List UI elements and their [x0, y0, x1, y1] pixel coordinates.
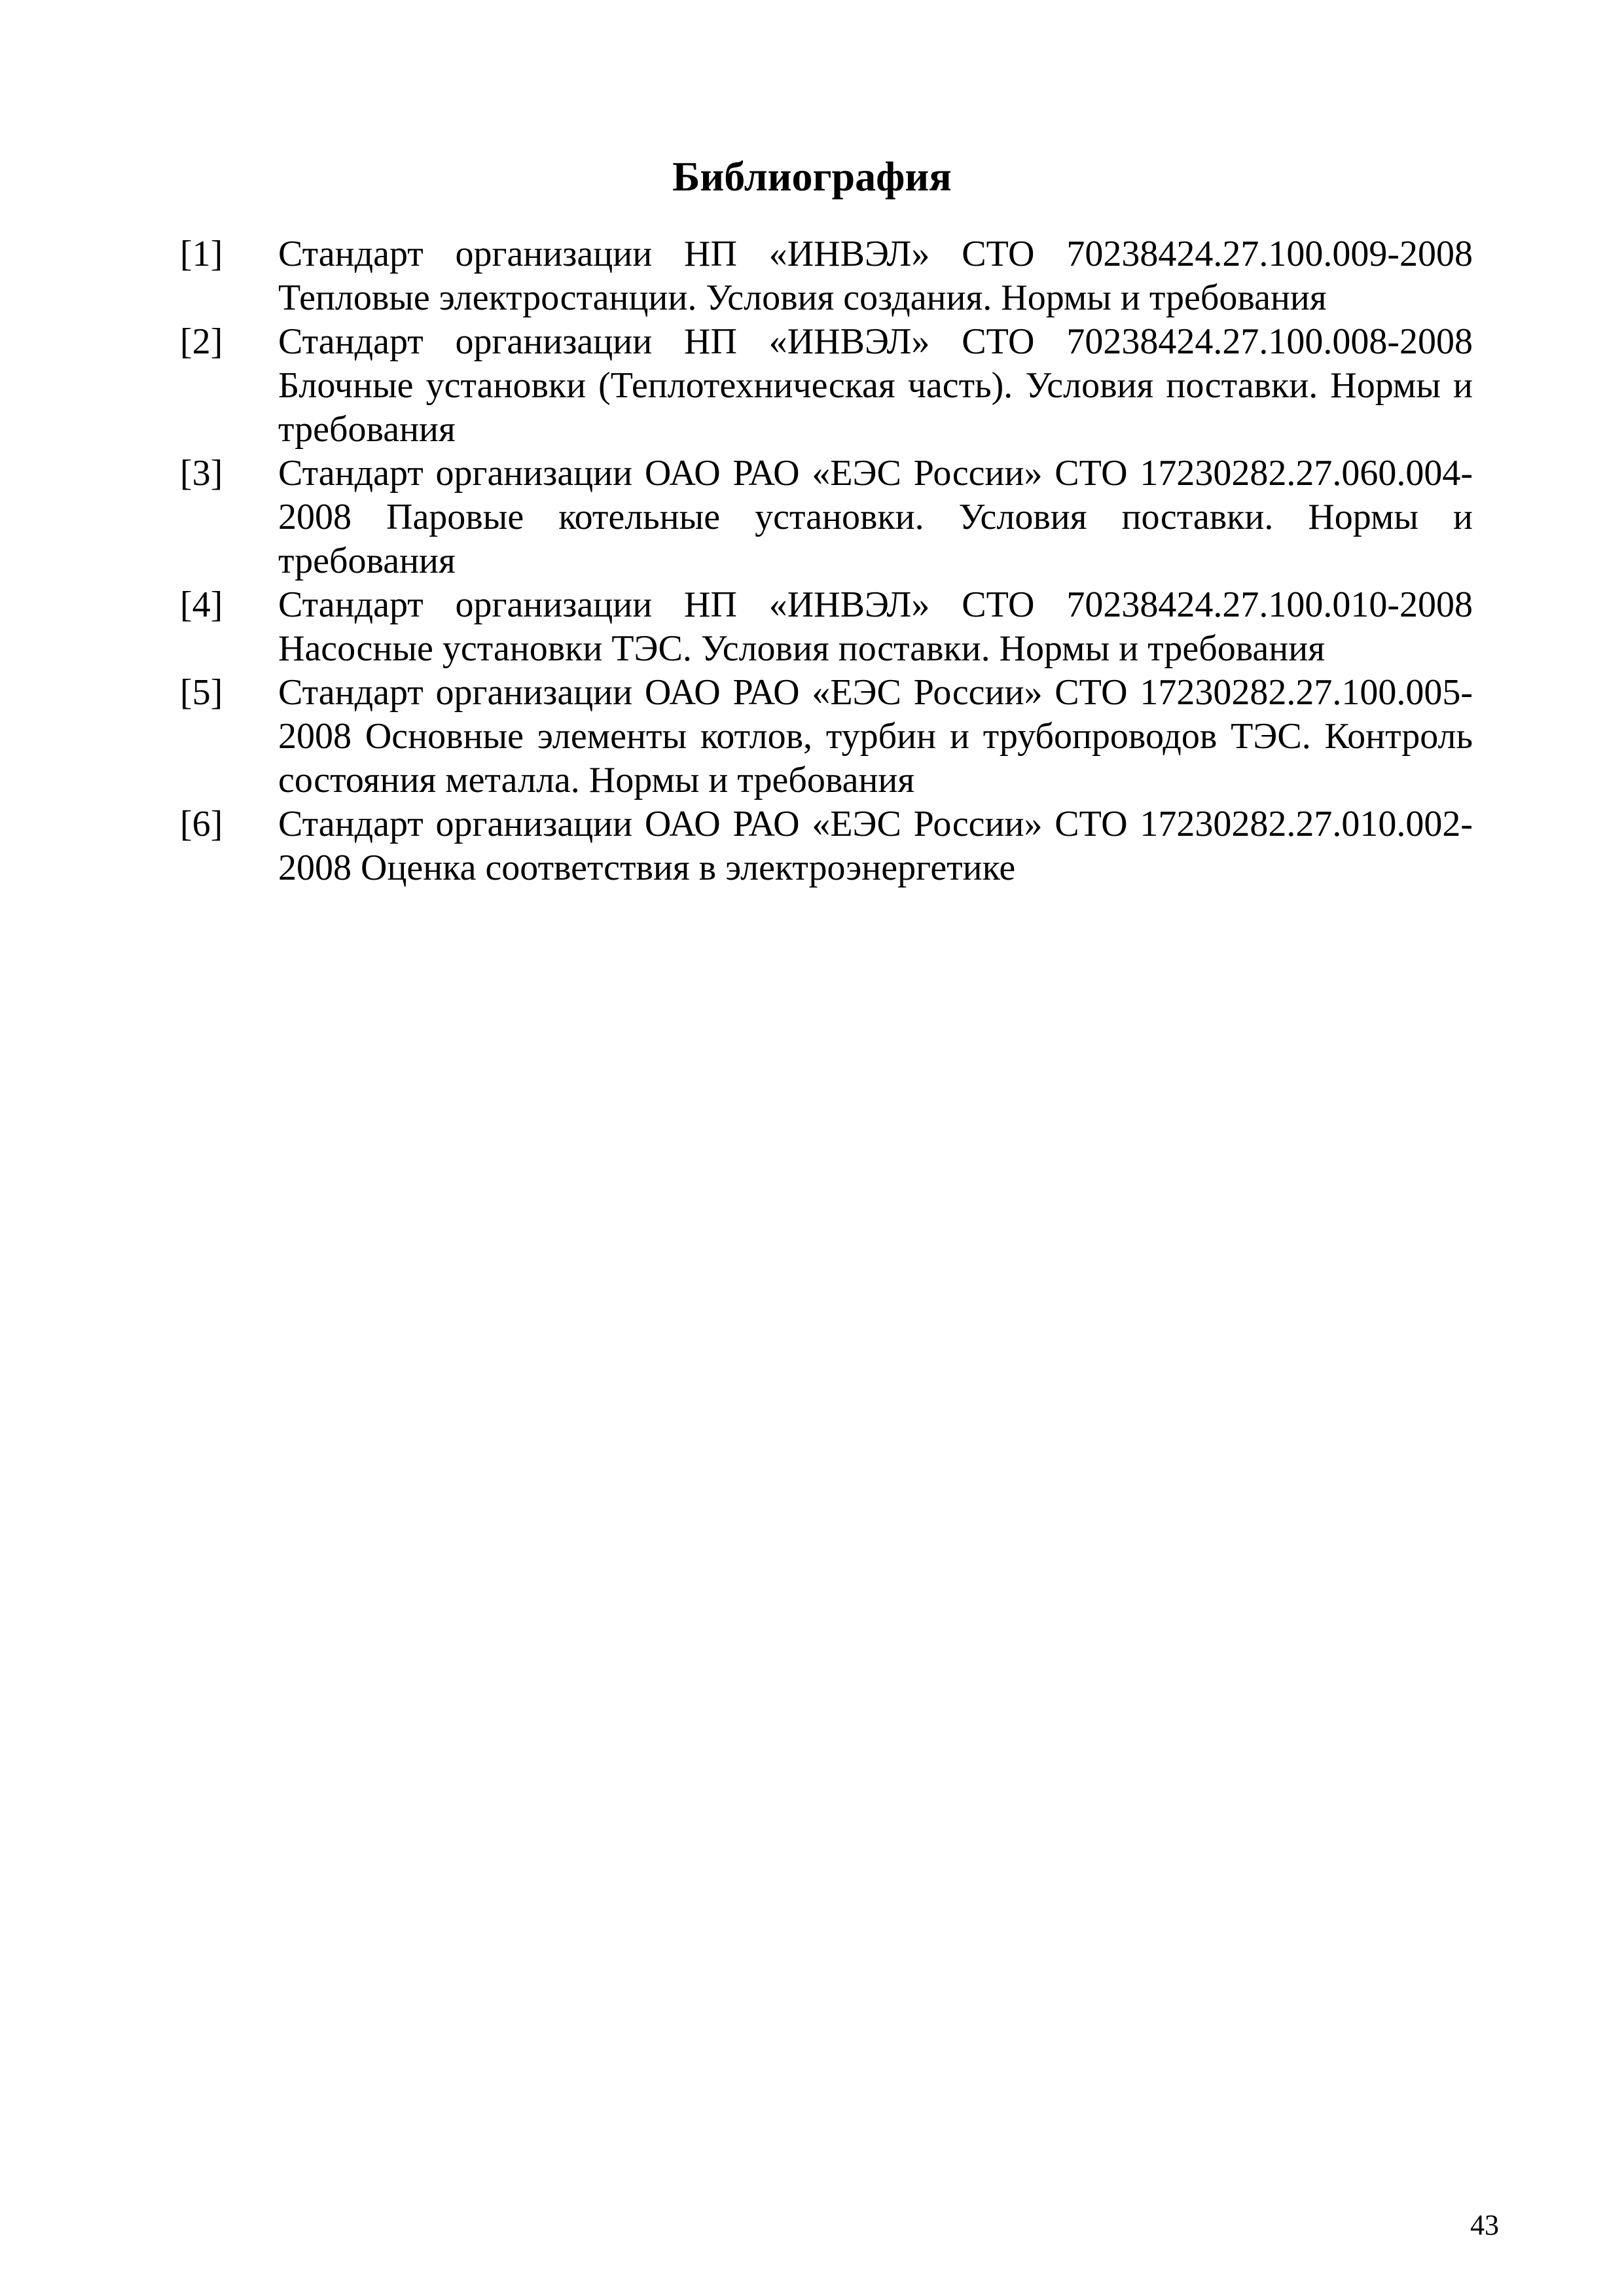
reference-number: [6] — [180, 804, 223, 844]
page-number: 43 — [1470, 2209, 1499, 2241]
reference-text: Стандарт организации НП «ИНВЭЛ» СТО 70238424.27.100.010-2008 Насосные установки ТЭС. Условия поставки. Нормы и требования — [278, 584, 1473, 669]
reference-text: Стандарт организации ОАО РАО «ЕЭС России» СТО 17230282.27.100.005-2008 Основные элементы котлов, турбин и трубопроводов ТЭС. Контроль состояния металла. Нормы и требования — [278, 672, 1473, 800]
reference-text: Стандарт организации ОАО РАО «ЕЭС России» СТО 17230282.27.060.004-2008 Паровые котельные установки. Условия поставки. Нормы и требования — [278, 453, 1473, 581]
reference-number: [5] — [180, 672, 223, 713]
reference-item — [180, 320, 1473, 452]
reference-item — [180, 583, 1473, 671]
reference-text: Стандарт организации ОАО РАО «ЕЭС России» СТО 17230282.27.010.002-2008 Оценка соответствия в электроэнергетике — [278, 804, 1473, 888]
bibliography-list — [180, 232, 1473, 890]
reference-number: [2] — [180, 321, 223, 362]
page-title: Библиография — [672, 153, 952, 200]
reference-number: [4] — [180, 584, 223, 625]
reference-item — [180, 802, 1473, 890]
reference-item — [180, 232, 1473, 320]
reference-number: [1] — [180, 234, 223, 274]
reference-item — [180, 452, 1473, 583]
reference-item — [180, 671, 1473, 802]
reference-number: [3] — [180, 453, 223, 493]
reference-text: Стандарт организации НП «ИНВЭЛ» СТО 70238424.27.100.009-2008 Тепловые электростанции. Условия создания. Нормы и требования — [278, 234, 1473, 318]
reference-text: Стандарт организации НП «ИНВЭЛ» СТО 70238424.27.100.008-2008 Блочные установки (Теплотехническая часть). Условия поставки. Нормы и требования — [278, 321, 1473, 450]
